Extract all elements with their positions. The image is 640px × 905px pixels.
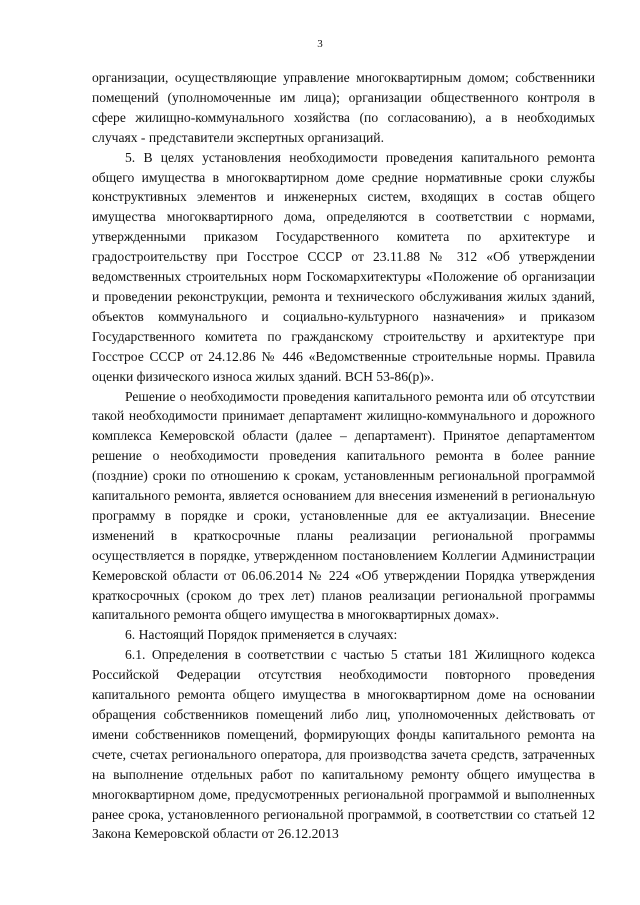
paragraph-decision-by-department: Решение о необходимости проведения капитального ремонта или об отсутствии такой необходимости принимает департамент жилищно-коммунального и дорожного комплекса Кемеровской области (далее – департамент). Принятое департаментом решение о необходимости проведения капитального ремонта в более ранние (поздние) сроки по отношению к срокам, установленным региональной программой капитального ремонта, является основанием для внесения изменений в региональную программу в порядке и сроки, установленные для ее актуализации. Внесение изменений в краткосрочные планы реализации региональной программы осуществляется в порядке, утвержденном постановлением Коллегии Администрации Кемеровской области от 06.06.2014 № 224 «Об утверждении Порядка утверждения краткосрочных (сроком до трех лет) планов реализации региональной программы капитального ремонта общего имущества в многоквартирных домах». — [92, 388, 595, 623]
paragraph-6-1-repeat-repair: 6.1. Определения в соответствии с частью 5 статьи 181 Жилищного кодекса Российской Федерации отсутствия необходимости повторного проведения капитального ремонта общего имущества в многоквартирном доме на основании обращения собственников помещений либо лиц, уполномоченных действовать от имени собственников помещений, формирующих фонды капитального ремонта на счете, счетах регионального оператора, для производства зачета средств, затраченных на выполнение отдельных работ по капитальному ремонту общего имущества в многоквартирном доме, предусмотренных региональной программой и выполненных ранее срока, установленного региональной программой, в соответствии со статьей 12 Закона Кемеровской области от 26.12.2013 — [92, 647, 595, 842]
page-number: 3 — [317, 38, 323, 50]
document-body — [92, 68, 595, 844]
paragraph-participants-continued: организации, осуществляющие управление многоквартирным домом; собственники помещений (уполномоченные им лица); организации общественного контроля в сфере жилищно-коммунального хозяйства (по согласованию), а в необходимых случаях - представители экспертных организаций. — [92, 70, 595, 145]
paragraph-5-service-life-norms: 5. В целях установления необходимости проведения капитального ремонта общего имущества в многоквартирном доме средние нормативные сроки службы конструктивных элементов и инженерных систем, входящих в состав общего имущества многоквартирного дома, определяются в соответствии с нормами, утвержденными приказом Государственного комитета по архитектуре и градостроительству при Госстрое СССР от 23.11.88 № 312 «Об утверждении ведомственных строительных норм Госкомархитектуры «Положение об организации и проведении реконструкции, ремонта и технического обслуживания жилых зданий, объектов коммунального и социально-культурного назначения» и приказом Государственного комитета по гражданскому строительству и архитектуре при Госстрое СССР от 24.12.86 № 446 «Ведомственные строительные нормы. Правила оценки физического износа жилых зданий. ВСН 53-86(р)». — [92, 149, 595, 384]
paragraph-6-applicability: 6. Настоящий Порядок применяется в случаях: — [125, 627, 398, 643]
